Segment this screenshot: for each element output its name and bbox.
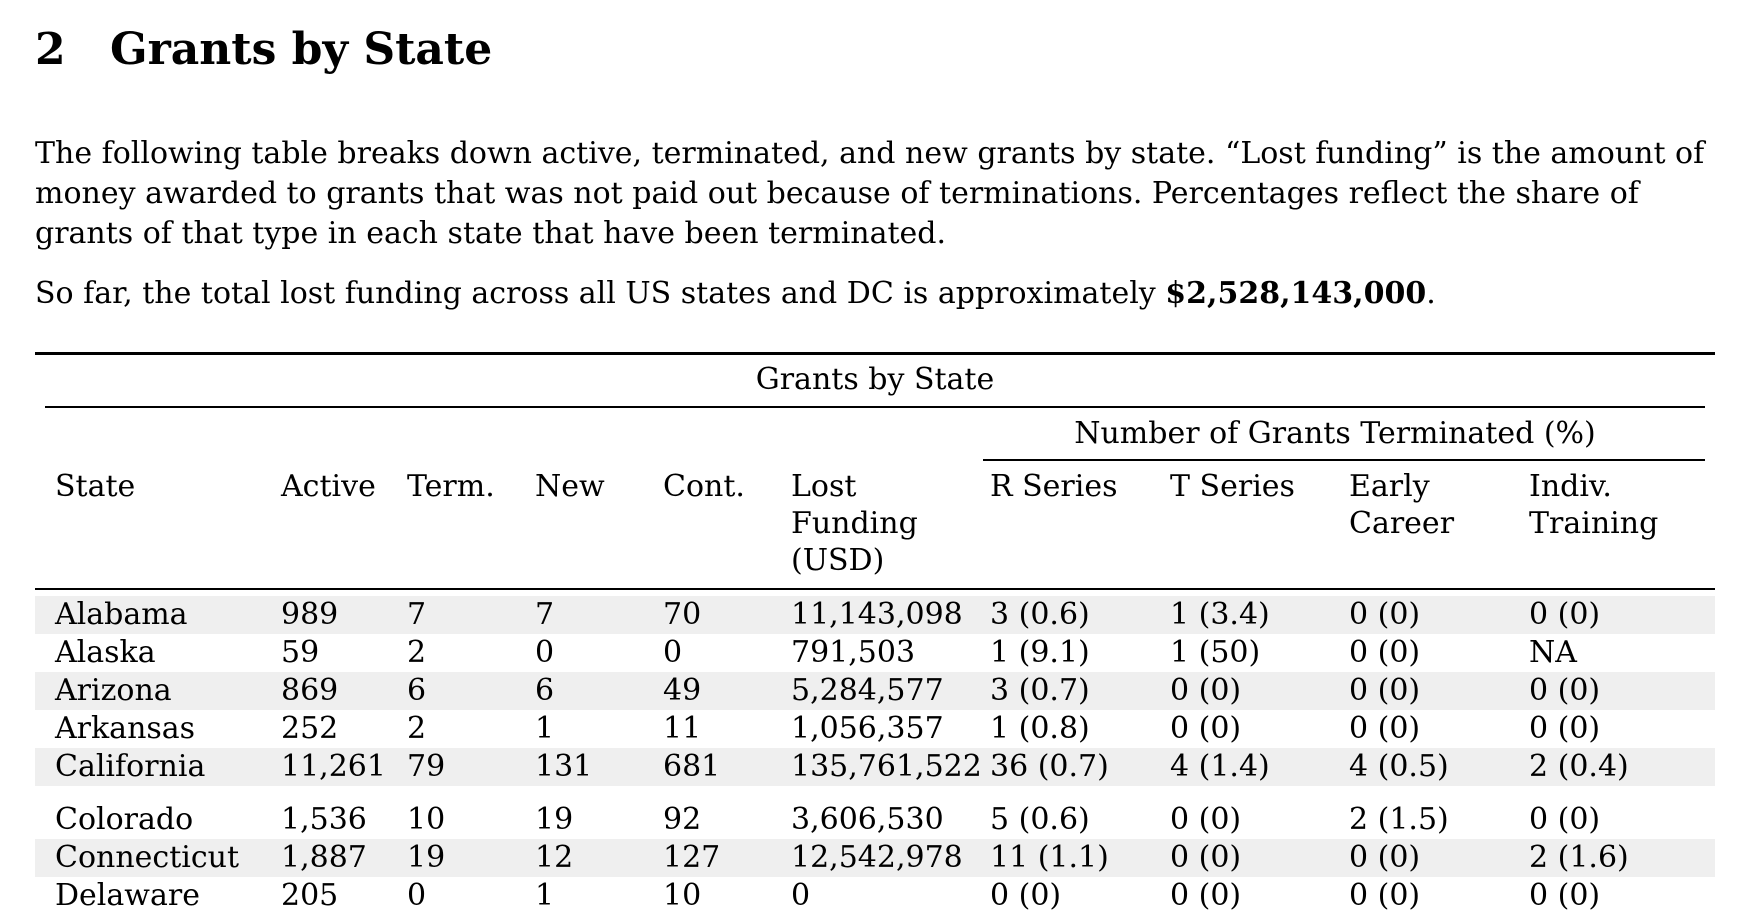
cell-r-series: 11 (1.1) xyxy=(990,840,1109,875)
cell-state: Arizona xyxy=(55,673,172,708)
cell-indiv-training: 0 (0) xyxy=(1529,878,1601,913)
cell-t-series: 0 (0) xyxy=(1170,711,1242,746)
header-early-career xyxy=(1349,468,1454,542)
cell-r-series: 5 (0.6) xyxy=(990,802,1090,837)
header-lost-funding xyxy=(791,468,918,579)
cell-new: 12 xyxy=(535,840,574,875)
cell-state: Alaska xyxy=(55,635,156,670)
table-row xyxy=(35,634,1715,672)
cell-lost: 3,606,530 xyxy=(791,802,944,837)
cell-lost: 11,143,098 xyxy=(791,597,963,632)
cell-term: 7 xyxy=(407,597,427,632)
cell-active: 869 xyxy=(281,673,339,708)
cell-active: 205 xyxy=(281,878,339,913)
section-heading xyxy=(35,22,492,78)
header-indiv-line1: Indiv. xyxy=(1529,469,1612,504)
cell-active: 989 xyxy=(281,597,339,632)
cell-lost: 791,503 xyxy=(791,635,916,670)
cell-term: 0 xyxy=(407,878,427,913)
cell-cont: 49 xyxy=(663,673,702,708)
header-t-series: T Series xyxy=(1170,469,1295,504)
cell-indiv-training: 0 (0) xyxy=(1529,597,1601,632)
header-term: Term. xyxy=(407,469,495,504)
cell-lost: 0 xyxy=(791,878,811,913)
cell-early-career: 0 (0) xyxy=(1349,635,1421,670)
table-row xyxy=(35,596,1715,634)
cell-early-career: 0 (0) xyxy=(1349,597,1421,632)
cell-r-series: 0 (0) xyxy=(990,878,1062,913)
table-caption: Grants by State xyxy=(755,362,995,397)
cell-cont: 11 xyxy=(663,711,702,746)
header-early-line1: Early xyxy=(1349,469,1430,504)
summary-prefix: So far, the total lost funding across all US states and DC is approximately xyxy=(35,276,1166,311)
header-lost-line2: Funding xyxy=(791,506,918,541)
cell-new: 1 xyxy=(535,878,555,913)
cell-new: 1 xyxy=(535,711,555,746)
table-top-rule xyxy=(35,352,1715,355)
cell-r-series: 1 (0.8) xyxy=(990,711,1090,746)
cell-state: Arkansas xyxy=(55,711,196,746)
cell-t-series: 0 (0) xyxy=(1170,840,1242,875)
cell-cont: 92 xyxy=(663,802,702,837)
cell-early-career: 0 (0) xyxy=(1349,878,1421,913)
cell-r-series: 1 (9.1) xyxy=(990,635,1090,670)
header-lost-line1: Lost xyxy=(791,469,857,504)
header-active: Active xyxy=(281,469,376,504)
cell-new: 0 xyxy=(535,635,555,670)
cell-active: 59 xyxy=(281,635,320,670)
cell-cont: 70 xyxy=(663,597,702,632)
header-early-line2: Career xyxy=(1349,506,1455,541)
cell-term: 6 xyxy=(407,673,427,708)
table-row xyxy=(35,748,1715,786)
cell-indiv-training: 0 (0) xyxy=(1529,711,1601,746)
header-indiv-training xyxy=(1529,468,1658,542)
table-row xyxy=(35,710,1715,748)
cell-term: 2 xyxy=(407,711,427,746)
summary-amount: $2,528,143,000 xyxy=(1165,276,1427,311)
cell-r-series: 3 (0.6) xyxy=(990,597,1090,632)
cell-state: California xyxy=(55,749,206,784)
cell-indiv-training: 2 (0.4) xyxy=(1529,749,1629,784)
cell-cont: 681 xyxy=(663,749,721,784)
header-cont: Cont. xyxy=(663,469,745,504)
table-row xyxy=(35,877,1715,915)
cell-term: 2 xyxy=(407,635,427,670)
cell-r-series: 36 (0.7) xyxy=(990,749,1109,784)
cell-state: Delaware xyxy=(55,878,200,913)
spanner-rule xyxy=(983,459,1705,461)
cell-new: 7 xyxy=(535,597,555,632)
cell-early-career: 4 (0.5) xyxy=(1349,749,1449,784)
cell-term: 79 xyxy=(407,749,446,784)
cell-lost: 5,284,577 xyxy=(791,673,944,708)
table-row xyxy=(35,801,1715,839)
spanner-header: Number of Grants Terminated (%) xyxy=(1074,416,1596,451)
table-row xyxy=(35,672,1715,710)
cell-term: 19 xyxy=(407,840,446,875)
cell-cont: 0 xyxy=(663,635,683,670)
cell-lost: 12,542,978 xyxy=(791,840,963,875)
cell-t-series: 0 (0) xyxy=(1170,673,1242,708)
cell-indiv-training: 2 (1.6) xyxy=(1529,840,1629,875)
intro-paragraph: The following table breaks down active, terminated, and new grants by state. “Lost funding” is the amount of money awarded to grants that was not paid out because of terminations. Percentages reflect the share of grants of that type in each state that have been terminated. xyxy=(35,136,1705,251)
cell-early-career: 0 (0) xyxy=(1349,673,1421,708)
cell-early-career: 2 (1.5) xyxy=(1349,802,1449,837)
cell-t-series: 1 (3.4) xyxy=(1170,597,1270,632)
cell-state: Alabama xyxy=(55,597,188,632)
cell-early-career: 0 (0) xyxy=(1349,711,1421,746)
cell-indiv-training: 0 (0) xyxy=(1529,802,1601,837)
cell-new: 131 xyxy=(535,749,593,784)
summary-suffix: . xyxy=(1426,276,1436,311)
cell-indiv-training: 0 (0) xyxy=(1529,673,1601,708)
cell-new: 19 xyxy=(535,802,574,837)
cell-cont: 127 xyxy=(663,840,721,875)
cell-new: 6 xyxy=(535,673,555,708)
header-new: New xyxy=(535,469,605,504)
header-state: State xyxy=(55,469,136,504)
cell-lost: 135,761,522 xyxy=(791,749,982,784)
cell-t-series: 1 (50) xyxy=(1170,635,1261,670)
cell-term: 10 xyxy=(407,802,446,837)
cell-t-series: 0 (0) xyxy=(1170,878,1242,913)
header-lost-line3: (USD) xyxy=(791,543,885,578)
cell-active: 1,536 xyxy=(281,802,367,837)
cell-active: 1,887 xyxy=(281,840,367,875)
cell-active: 11,261 xyxy=(281,749,386,784)
header-r-series: R Series xyxy=(990,469,1118,504)
cell-state: Connecticut xyxy=(55,840,240,875)
header-bottom-rule xyxy=(35,588,1715,590)
cell-cont: 10 xyxy=(663,878,702,913)
cell-t-series: 0 (0) xyxy=(1170,802,1242,837)
cell-state: Colorado xyxy=(55,802,194,837)
cell-active: 252 xyxy=(281,711,339,746)
caption-rule xyxy=(45,406,1705,408)
cell-indiv-training: NA xyxy=(1529,635,1577,670)
summary-paragraph xyxy=(35,274,1725,314)
cell-lost: 1,056,357 xyxy=(791,711,944,746)
header-indiv-line2: Training xyxy=(1529,506,1659,541)
cell-t-series: 4 (1.4) xyxy=(1170,749,1270,784)
section-number: 2 xyxy=(35,24,66,75)
section-title: Grants by State xyxy=(110,24,493,75)
cell-early-career: 0 (0) xyxy=(1349,840,1421,875)
cell-r-series: 3 (0.7) xyxy=(990,673,1090,708)
table-row xyxy=(35,839,1715,877)
